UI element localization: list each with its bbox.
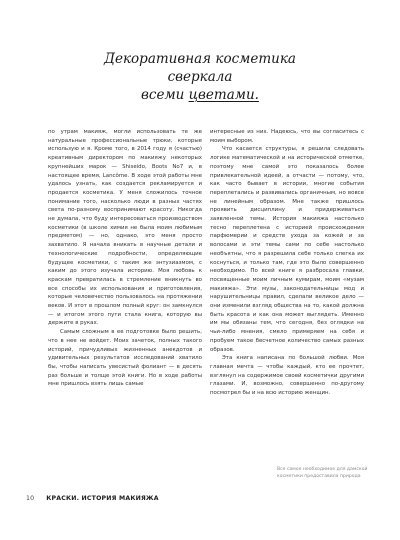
heading-line-2-underlined: цветами. [188, 87, 259, 103]
right-text-column [210, 128, 364, 398]
paragraph: Эта книга написана по большой любви. Моя главная мечта — чтобы каждый, кто ее прочтет, взглянул на содержимое своей косметички другими глазами. И, возможно, совершенно по-другому посмотрел бы и на всю историю женщин. [210, 355, 364, 397]
heading-line-2 [70, 86, 330, 104]
image-caption: Все самое необходимое для дамской косметики предоставила природа [277, 467, 368, 479]
paragraph: интересные из них. Надеюсь, что вы согласитесь с моим выбором. [210, 129, 364, 144]
paragraph: Что касается структуры, я решила следовать логике математической и на исторической отметке, поэтому мне самой это показалось более привлекательной идеей, а отчасти — потому, что, как часто бывает в истории, многие события переплетались и развивались органичным, но вовсе не линейным образом. Мне также пришлось проявить дисциплину и придерживаться заявленной темы. История макияжа настолько тесно переплетена с историей происхождения парфюмерии и средств ухода за кожей и за волосами и эти темы сами по себе настолько необъятны, что я разрешила себе только слегка их коснуться, и только там, где это было совершенно необходимо. По всей книге я разбросала главки, посвященные моим личным кумирам, моим «музам макияжа». Эти музы, законодательницы мод и нарушительницы правил, сделали великое дело — они изменили взгляд общества на то, какой должна быть красота и как она может выглядеть. Именно им мы обязаны тем, что сегодня, без оглядки на чьи-либо мнения, смело примеряем на себя и пробуем такое бесчетное количество самых разных образов. [210, 146, 364, 353]
paragraph: Самым сложным в ее подготовке было решить, что в нее не войдет. Моих зачеток, полных такого историй, причудливых жизненных анекдотов и удивительных результатов исследований хватило бы, чтобы написать увесистый фолиант — в десять раз больше и толще этой книги. Но в ходе работы мне пришлось взять лишь самые [48, 329, 202, 388]
page-footer [26, 495, 159, 502]
page-number: 10 [26, 495, 35, 502]
heading-line-1: Декоративная косметика сверкала [104, 51, 296, 85]
left-text-column [48, 128, 202, 389]
heading-line-2-main: всеми [141, 87, 189, 103]
running-title: КРАСКИ. ИСТОРИЯ МАКИЯЖА [46, 495, 159, 502]
chapter-heading [70, 50, 330, 104]
paragraph: по утрам макияж, могли использовать те же натуральные профессиональные трюки, которые использую и я. Кроме того, в 2014 году я (счастью) креативным директором по макияжу некоторых крупнейших марок — Shiseido, Boots No7 и, в настоящее время, Lancôme. В ходе этой работы мне удалось узнать, как создается рекламируется и продается косметика. У меня сложилось точное понимание того, насколько люди в разных частях света по-разному воспринимают красоту. Никогда не думала, что буду интересоваться производством косметики (в школе химия не была моим любимым предметом) — но, однако, это меня просто захватило. Я начала вникать в научные детали и технологические подробности, определяющие будущее косметики, с таким же энтузиазмом, с каким до этого изучала историю. Моя любовь к краскам превратилась в стремление вникнуть во все способы их использования и приготовления, которые человечество пользовалось на протяжении веков. И этот в прошлом полный круг: он замкнулся — и итогом этого пути стала книга, которую вы держите в руках. [48, 129, 202, 327]
